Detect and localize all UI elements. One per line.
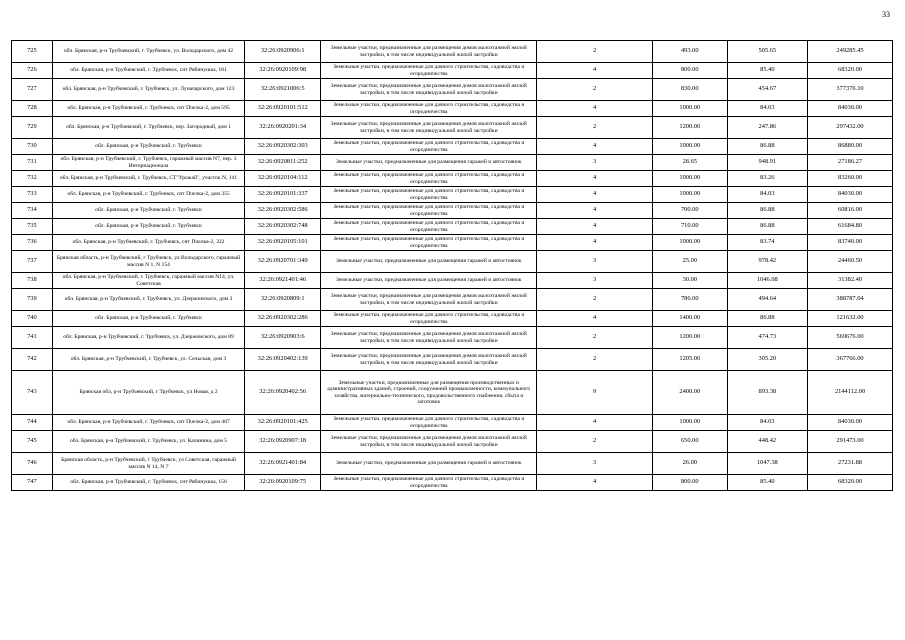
table-row <box>12 349 893 371</box>
table-body <box>12 41 893 491</box>
land-use-cell: Земельные участки, предназначенные для дачного строительства, садоводства и огородничества <box>321 63 537 79</box>
address-cell: обл. Брянская, р-н Трубчевский, г. Трубчевск, гаражный массив N14, ул. Советская <box>52 273 245 289</box>
land-use-cell: Земельные участки, предназначенные для дачного строительства, садоводства и огородничества <box>321 475 537 491</box>
land-use-cell: Земельные участки, предназначенные для дачного строительства, садоводства и огородничества <box>321 101 537 117</box>
cadastral-number-cell: 32:26:0920811:252 <box>245 155 321 171</box>
address-cell: обл. Брянская, р-н Трубчевский, г. Трубчевск <box>52 311 245 327</box>
cadastral-value-cell: 24460.50 <box>808 251 893 273</box>
group-cell: 3 <box>537 251 653 273</box>
land-use-cell: Земельные участки, предназначенные для размещения гаражей и автостоянок <box>321 273 537 289</box>
row-number: 726 <box>12 63 53 79</box>
table-row <box>12 63 893 79</box>
row-number: 734 <box>12 203 53 219</box>
land-use-cell: Земельные участки, предназначенные для размещения домов малоэтажной жилой застройки, в том числе индивидуальной жилой застройки <box>321 431 537 453</box>
cadastral-number-cell: 32:26:0920109:75 <box>245 475 321 491</box>
cadastral-value-cell: 68320.00 <box>808 63 893 79</box>
rate-cell: 1047.38 <box>727 453 807 475</box>
group-cell: 4 <box>537 187 653 203</box>
group-cell: 4 <box>537 101 653 117</box>
address-cell: Брянская область, р-н Трубчевский, г Трубчевск, ул Володарского, гаражный массив N 1, N 154 <box>52 251 245 273</box>
row-number: 728 <box>12 101 53 117</box>
row-number: 729 <box>12 117 53 139</box>
cadastral-number-cell: 32:26:0920701:349 <box>245 251 321 273</box>
row-number: 727 <box>12 79 53 101</box>
group-cell: 4 <box>537 311 653 327</box>
address-cell: обл. Брянская, р-н Трубчевский, г. Трубчевск, ул. Калинина, дом 5 <box>52 431 245 453</box>
rate-cell: 474.73 <box>727 327 807 349</box>
cadastral-value-cell: 61684.80 <box>808 219 893 235</box>
rate-cell: 978.42 <box>727 251 807 273</box>
rate-cell: 86.88 <box>727 139 807 155</box>
address-cell: обл. Брянская, р-н Трубчевский, г. Трубчевск, ул. Дзержинского, дом 3 <box>52 289 245 311</box>
land-use-cell: Земельные участки, предназначенные для размещения гаражей и автостоянок <box>321 251 537 273</box>
row-number: 730 <box>12 139 53 155</box>
cadastral-number-cell: 32:26:0920101:425 <box>245 415 321 431</box>
rate-cell: 85.40 <box>727 63 807 79</box>
land-use-cell: Земельные участки, предназначенные для дачного строительства, садоводства и огородничества <box>321 219 537 235</box>
cadastral-number-cell: 32:26:0921401:84 <box>245 453 321 475</box>
group-cell: 9 <box>537 371 653 415</box>
land-use-cell: Земельные участки, предназначенные для дачного строительства, садоводства и огородничества <box>321 415 537 431</box>
land-use-cell: Земельные участки, предназначенные для размещения гаражей и автостоянок <box>321 453 537 475</box>
area-cell: 26.00 <box>652 453 727 475</box>
row-number: 745 <box>12 431 53 453</box>
table-row <box>12 41 893 63</box>
area-cell: 1000.00 <box>652 415 727 431</box>
address-cell: обл. Брянская, р-н Трубчевский, г. Трубчевск, снт Пчелка-2, дом 595 <box>52 101 245 117</box>
table-row <box>12 187 893 203</box>
group-cell: 4 <box>537 139 653 155</box>
group-cell: 2 <box>537 327 653 349</box>
land-use-cell: Земельные участки, предназначенные для размещения домов малоэтажной жилой застройки, в том числе индивидуальной жилой застройки <box>321 289 537 311</box>
cadastral-number-cell: 32:26:0920402:56 <box>245 371 321 415</box>
cadastral-number-cell: 32:26:0920101:512 <box>245 101 321 117</box>
area-cell: 1000.00 <box>652 235 727 251</box>
row-number: 747 <box>12 475 53 491</box>
table-row <box>12 289 893 311</box>
cadastral-value-cell: 84030.00 <box>808 415 893 431</box>
rate-cell: 948.91 <box>727 155 807 171</box>
cadastral-value-cell: 84030.00 <box>808 101 893 117</box>
area-cell: 710.00 <box>652 219 727 235</box>
land-use-cell: Земельные участки, предназначенные для размещения производственных и административных зданий, строений, сооружений промышленности, коммунального хозяйства, материально-технического, продовольственного снабжения, сбыта и заготовок <box>321 371 537 415</box>
table-row <box>12 415 893 431</box>
address-cell: обл. Брянская, р-н Трубчевский, г. Трубчевск, ул. Дзержинского, дом 89 <box>52 327 245 349</box>
row-number: 735 <box>12 219 53 235</box>
area-cell: 2400.00 <box>652 371 727 415</box>
row-number: 743 <box>12 371 53 415</box>
cadastral-value-cell: 297432.00 <box>808 117 893 139</box>
cadastral-number-cell: 32:26:0920809:1 <box>245 289 321 311</box>
area-cell: 25.00 <box>652 251 727 273</box>
area-cell: 1200.00 <box>652 327 727 349</box>
rate-cell: 84.03 <box>727 415 807 431</box>
area-cell: 800.00 <box>652 63 727 79</box>
address-cell: обл. Брянская, р-н Трубчевский, г. Трубчевск, ул. Сельская, дом 3 <box>52 349 245 371</box>
cadastral-value-cell: 83260.00 <box>808 171 893 187</box>
cadastral-number-cell: 32:26:0920109:98 <box>245 63 321 79</box>
cadastral-number-cell: 32:26:0920302:303 <box>245 139 321 155</box>
cadastral-value-cell: 377376.10 <box>808 79 893 101</box>
table-row <box>12 453 893 475</box>
address-cell: обл. Брянская, р-н Трубчевский, г. Трубчевск, ул. Луначарского, дом 123 <box>52 79 245 101</box>
address-cell: обл. Брянская, р-н Трубчевский, г. Трубчевск, снт Пчелка-2, 322 <box>52 235 245 251</box>
cadastral-value-cell: 2144112.00 <box>808 371 893 415</box>
address-cell: обл. Брянская, р-н Трубчевский, г. Трубчевск, снт Пчелка-2, дом 355 <box>52 187 245 203</box>
cadastral-number-cell: 32:26:0921401:46 <box>245 273 321 289</box>
group-cell: 4 <box>537 171 653 187</box>
cadastral-value-cell: 249285.45 <box>808 41 893 63</box>
cadastral-value-table <box>11 40 893 491</box>
land-use-cell: Земельные участки, предназначенные для дачного строительства, садоводства и огородничества <box>321 171 537 187</box>
row-number: 736 <box>12 235 53 251</box>
group-cell: 2 <box>537 117 653 139</box>
address-cell: обл. Брянская, р-н Трубчевский, г. Трубчевск <box>52 139 245 155</box>
cadastral-number-cell: 32:26:0920302:748 <box>245 219 321 235</box>
rate-cell: 305.20 <box>727 349 807 371</box>
land-use-cell: Земельные участки, предназначенные для размещения домов малоэтажной жилой застройки, в том числе индивидуальной жилой застройки <box>321 349 537 371</box>
address-cell: обл. Брянская, р-н Трубчевский, г. Трубчевск, пер. Загородный, дом 1 <box>52 117 245 139</box>
table-row <box>12 79 893 101</box>
cadastral-number-cell: 32:26:0920104:112 <box>245 171 321 187</box>
row-number: 737 <box>12 251 53 273</box>
table-row <box>12 475 893 491</box>
cadastral-number-cell: 32:26:0920201:34 <box>245 117 321 139</box>
land-use-cell: Земельные участки, предназначенные для дачного строительства, садоводства и огородничества <box>321 235 537 251</box>
cadastral-value-cell: 569676.00 <box>808 327 893 349</box>
rate-cell: 448.42 <box>727 431 807 453</box>
area-cell: 700.00 <box>652 203 727 219</box>
cadastral-number-cell: 32:26:0920906:1 <box>245 41 321 63</box>
address-cell: обл. Брянская, р-н Трубчевский, г. Трубчевск, снт Пчелка-2, дом 487 <box>52 415 245 431</box>
table-row <box>12 171 893 187</box>
address-cell: обл. Брянская, р-н Трубчевский, г. Трубчевск, СТ"Урожай", участок N, 141 <box>52 171 245 187</box>
address-cell: Брянская область, р-н Трубчевский, г Трубчевск, ул Советская, гаражный массив N 14, N 7 <box>52 453 245 475</box>
table-row <box>12 203 893 219</box>
rate-cell: 893.38 <box>727 371 807 415</box>
land-use-cell: Земельные участки, предназначенные для размещения домов малоэтажной жилой застройки, в том числе индивидуальной жилой застройки <box>321 117 537 139</box>
rate-cell: 83.74 <box>727 235 807 251</box>
rate-cell: 84.03 <box>727 101 807 117</box>
area-cell: 786.00 <box>652 289 727 311</box>
land-use-cell: Земельные участки, предназначенные для дачного строительства, садоводства и огородничества <box>321 139 537 155</box>
row-number: 740 <box>12 311 53 327</box>
cadastral-number-cell: 32:26:0920907:18 <box>245 431 321 453</box>
rate-cell: 86.88 <box>727 203 807 219</box>
rate-cell: 83.26 <box>727 171 807 187</box>
area-cell: 830.00 <box>652 79 727 101</box>
area-cell: 1205.00 <box>652 349 727 371</box>
group-cell: 4 <box>537 63 653 79</box>
area-cell: 1000.00 <box>652 171 727 187</box>
rate-cell: 454.67 <box>727 79 807 101</box>
cadastral-number-cell: 32:26:0920105:101 <box>245 235 321 251</box>
cadastral-number-cell: 32:26:0920101:337 <box>245 187 321 203</box>
group-cell: 3 <box>537 155 653 171</box>
table-row <box>12 273 893 289</box>
row-number: 742 <box>12 349 53 371</box>
cadastral-value-cell: 83740.00 <box>808 235 893 251</box>
land-use-cell: Земельные участки, предназначенные для дачного строительства, садоводства и огородничества <box>321 187 537 203</box>
table-row <box>12 235 893 251</box>
address-cell: Брянская обл, р-н Трубчевский, г Трубчевск, ул Новая, д 2 <box>52 371 245 415</box>
rate-cell: 86.88 <box>727 311 807 327</box>
area-cell: 800.00 <box>652 475 727 491</box>
group-cell: 2 <box>537 289 653 311</box>
table-row <box>12 117 893 139</box>
row-number: 738 <box>12 273 53 289</box>
group-cell: 2 <box>537 431 653 453</box>
cadastral-value-cell: 367766.00 <box>808 349 893 371</box>
area-cell: 650.00 <box>652 431 727 453</box>
cadastral-value-cell: 84030.00 <box>808 187 893 203</box>
group-cell: 4 <box>537 219 653 235</box>
address-cell: обл. Брянская, р-н Трубчевский, г. Трубчевск, снт Рябинушка, 181 <box>52 63 245 79</box>
table-row <box>12 101 893 117</box>
table-row <box>12 311 893 327</box>
table-row <box>12 139 893 155</box>
rate-cell: 247.86 <box>727 117 807 139</box>
table-row <box>12 431 893 453</box>
page-number: 33 <box>882 10 890 19</box>
address-cell: обл. Брянская, р-н Трубчевский, г. Трубчевск <box>52 203 245 219</box>
land-use-cell: Земельные участки, предназначенные для размещения домов малоэтажной жилой застройки, в том числе индивидуальной жилой застройки <box>321 79 537 101</box>
land-use-cell: Земельные участки, предназначенные для дачного строительства, садоводства и огородничества <box>321 203 537 219</box>
area-cell: 28.65 <box>652 155 727 171</box>
group-cell: 4 <box>537 415 653 431</box>
cadastral-value-cell: 121632.00 <box>808 311 893 327</box>
land-use-cell: Земельные участки, предназначенные для дачного строительства, садоводства и огородничества <box>321 311 537 327</box>
area-cell: 1200.00 <box>652 117 727 139</box>
area-cell: 1400.00 <box>652 311 727 327</box>
rate-cell: 85.40 <box>727 475 807 491</box>
cadastral-value-cell: 86880.00 <box>808 139 893 155</box>
cadastral-value-cell: 388787.04 <box>808 289 893 311</box>
table-row <box>12 219 893 235</box>
address-cell: обл. Брянская, р-н Трубчевский, г. Трубчевск, гаражный массив N7, пер. 3 Интернационала <box>52 155 245 171</box>
group-cell: 2 <box>537 41 653 63</box>
group-cell: 3 <box>537 453 653 475</box>
cadastral-number-cell: 32:26:0920402:139 <box>245 349 321 371</box>
address-cell: обл. Брянская, р-н Трубчевский, г. Трубчевск <box>52 219 245 235</box>
rate-cell: 1046.08 <box>727 273 807 289</box>
area-cell: 493.00 <box>652 41 727 63</box>
row-number: 725 <box>12 41 53 63</box>
group-cell: 3 <box>537 273 653 289</box>
rate-cell: 84.03 <box>727 187 807 203</box>
rate-cell: 494.64 <box>727 289 807 311</box>
address-cell: обл. Брянская, р-н Трубчевский, г. Трубчевск, снт Рябинушка, 156 <box>52 475 245 491</box>
row-number: 732 <box>12 171 53 187</box>
rate-cell: 505.65 <box>727 41 807 63</box>
row-number: 739 <box>12 289 53 311</box>
group-cell: 4 <box>537 235 653 251</box>
cadastral-value-cell: 31382.40 <box>808 273 893 289</box>
cadastral-value-cell: 27231.88 <box>808 453 893 475</box>
land-use-cell: Земельные участки, предназначенные для размещения гаражей и автостоянок <box>321 155 537 171</box>
group-cell: 2 <box>537 79 653 101</box>
row-number: 733 <box>12 187 53 203</box>
cadastral-number-cell: 32:26:0921006:5 <box>245 79 321 101</box>
cadastral-value-cell: 27186.27 <box>808 155 893 171</box>
row-number: 746 <box>12 453 53 475</box>
table-row <box>12 327 893 349</box>
area-cell: 30.00 <box>652 273 727 289</box>
group-cell: 4 <box>537 475 653 491</box>
table-row <box>12 155 893 171</box>
row-number: 744 <box>12 415 53 431</box>
cadastral-number-cell: 32:26:0920903:6 <box>245 327 321 349</box>
area-cell: 1000.00 <box>652 187 727 203</box>
land-use-cell: Земельные участки, предназначенные для размещения домов малоэтажной жилой застройки, в том числе индивидуальной жилой застройки <box>321 327 537 349</box>
rate-cell: 86.88 <box>727 219 807 235</box>
area-cell: 1000.00 <box>652 101 727 117</box>
cadastral-number-cell: 32:26:0920302:586 <box>245 203 321 219</box>
row-number: 741 <box>12 327 53 349</box>
cadastral-value-cell: 291473.00 <box>808 431 893 453</box>
address-cell: обл. Брянская, р-н Трубчевский, г. Трубчевск, ул. Володарского, дом 42 <box>52 41 245 63</box>
cadastral-value-cell: 60816.00 <box>808 203 893 219</box>
land-use-cell: Земельные участки, предназначенные для размещения домов малоэтажной жилой застройки, в том числе индивидуальной жилой застройки <box>321 41 537 63</box>
group-cell: 4 <box>537 203 653 219</box>
row-number: 731 <box>12 155 53 171</box>
cadastral-value-cell: 68320.00 <box>808 475 893 491</box>
table-row <box>12 371 893 415</box>
group-cell: 2 <box>537 349 653 371</box>
cadastral-number-cell: 32:26:0920302:286 <box>245 311 321 327</box>
area-cell: 1000.00 <box>652 139 727 155</box>
table-row <box>12 251 893 273</box>
